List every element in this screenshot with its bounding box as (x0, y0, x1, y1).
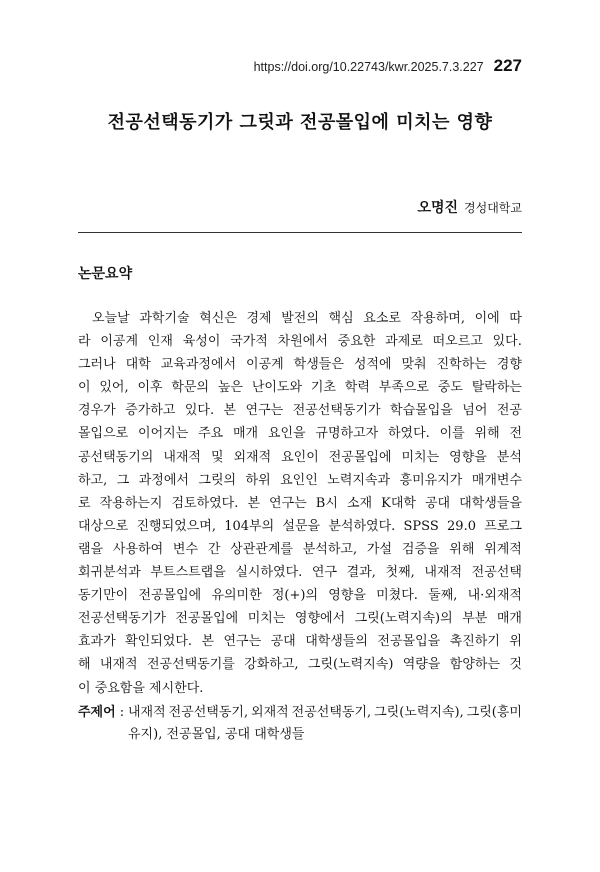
abstract-line: 로 작용하는지 검토하였다. 본 연구는 B시 소재 K대학 공대 대학생들을 (78, 495, 522, 511)
abstract-line: 동기만이 전공몰입에 유의미한 정(+)의 영향을 미쳤다. 둘째, 내·외재적 (78, 588, 522, 604)
abstract-line: 램을 사용하여 변수 간 상관관계를 분석하고, 가설 검증을 위해 위계적 (78, 541, 522, 557)
page-number: 227 (493, 56, 522, 75)
abstract-body (78, 307, 522, 700)
abstract-line: 공선택동기의 내재적 및 외재적 요인이 전공몰입에 미치는 영향을 분석 (78, 449, 522, 465)
abstract-line: 해 내재적 전공선택동기를 강화하고, 그릿(노력지속) 역량을 함양하는 것 (78, 657, 522, 673)
keywords-label: 주제어 (78, 705, 116, 720)
abstract-line: 대상으로 진행되었으며, 104부의 설문을 분석하였다. SPSS 29.0 프로그 (78, 518, 522, 534)
abstract-line: 오늘날 과학기술 혁신은 경제 발전의 핵심 요소로 작용하며, 이에 따 (92, 311, 522, 326)
abstract-line: 이 중요함을 제시한다. (78, 680, 204, 696)
abstract-line: 효과가 확인되었다. 본 연구는 공대 대학생들의 전공몰입을 촉진하기 위 (78, 634, 522, 650)
keywords-block (78, 702, 522, 746)
abstract-line: 이 있어, 이후 학문의 높은 난이도와 기초 학력 부족으로 중도 탈락하는 (78, 380, 522, 396)
keywords-line-1: 내재적 전공선택동기, 외재적 전공선택동기, 그릿(노력지속), 그릿(흥미 (128, 705, 522, 720)
page-header (254, 56, 522, 76)
divider-rule (78, 232, 522, 233)
abstract-line: 경우가 증가하고 있다. 본 연구는 전공선택동기가 학습몰입을 넘어 전공 (78, 403, 522, 419)
paper-title: 전공선택동기가 그릿과 전공몰입에 미치는 영향 (107, 112, 493, 133)
abstract-line: 몰입으로 이어지는 주요 매개 요인을 규명하고자 하였다. 이를 위해 전 (78, 426, 522, 442)
keywords-line-2: 유지), 전공몰입, 공대 대학생들 (128, 727, 305, 742)
doi-link[interactable]: https://doi.org/10.22743/kwr.2025.7.3.227 (253, 60, 484, 74)
keywords-colon: : (119, 705, 125, 720)
author-block (417, 197, 522, 217)
author-affiliation: 경성대학교 (464, 201, 522, 215)
abstract-line: 전공선택동기가 전공몰입에 미치는 영향에서 그릿(노력지속)의 부분 매개 (78, 611, 522, 627)
abstract-line: 그러나 대학 교육과정에서 이공계 학생들은 성적에 맞춰 진학하는 경향 (78, 357, 522, 373)
abstract-line: 회귀분석과 부트스트랩을 실시하였다. 연구 결과, 첫째, 내재적 전공선택 (78, 565, 522, 581)
abstract-line: 라 이공계 인재 육성이 국가적 차원에서 중요한 과제로 떠오르고 있다. (78, 334, 522, 350)
abstract-line: 하고, 그 과정에서 그릿의 하위 요인인 노력지속과 흥미유지가 매개변수 (78, 472, 522, 488)
author-name: 오명진 (417, 200, 459, 216)
abstract-heading: 논문요약 (78, 266, 133, 282)
